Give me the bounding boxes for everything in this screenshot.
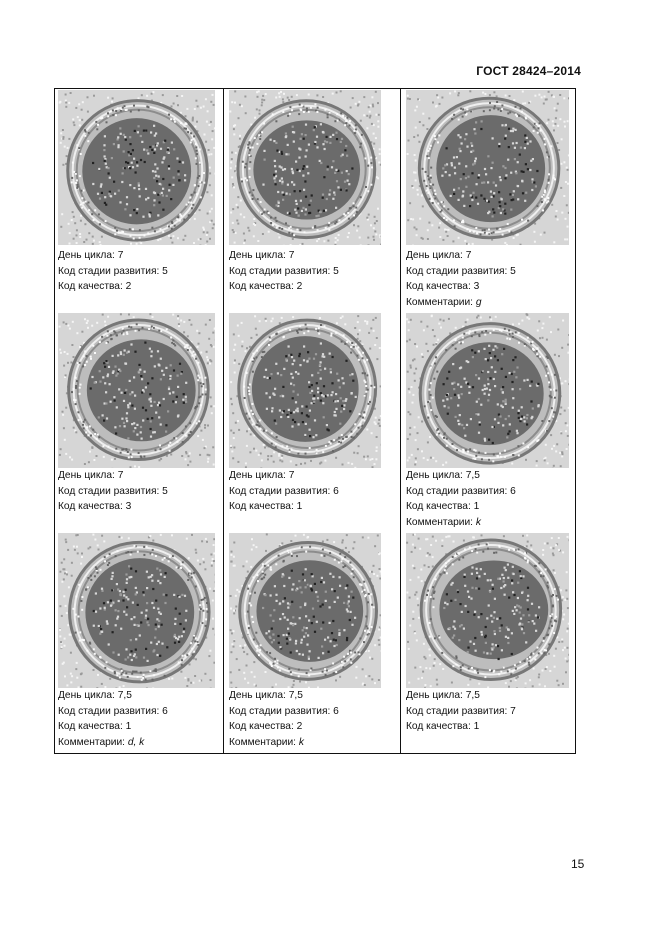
cycle-day-label: День цикла: [58, 250, 118, 261]
quality-code [229, 499, 339, 515]
quality-code [406, 279, 516, 295]
quality-code-label: Код качества: [58, 721, 126, 733]
quality-code-value: 1 [473, 721, 480, 733]
stage-code-label: Код стадии развития: [58, 485, 163, 497]
cycle-day-value: 7 [288, 470, 295, 481]
embryo-photo [406, 90, 569, 245]
quality-code-value: 2 [125, 281, 132, 293]
embryo-caption [406, 688, 516, 735]
cycle-day-label: День цикла: [58, 470, 118, 481]
quality-code [58, 499, 168, 515]
quality-code-label: Код качества: [406, 501, 474, 513]
cycle-day-value: 7,5 [117, 690, 132, 701]
quality-code-value: 1 [296, 501, 303, 513]
stage-code-value: 6 [510, 485, 516, 497]
comment-label: Комментарии: [406, 296, 476, 308]
comment [406, 515, 516, 531]
embryo-caption [229, 248, 339, 295]
embryo-caption [58, 688, 168, 750]
embryo-photo [229, 313, 381, 468]
quality-code [406, 499, 516, 515]
comment-label: Комментарии: [229, 736, 299, 748]
quality-code-label: Код качества: [406, 721, 474, 733]
quality-code-label: Код качества: [229, 281, 297, 293]
cycle-day-label: День цикла: [229, 250, 289, 261]
cycle-day [406, 248, 516, 264]
cycle-day-value: 7 [288, 250, 295, 261]
comment [406, 295, 516, 311]
quality-code-label: Код качества: [229, 501, 297, 513]
stage-code [229, 264, 339, 280]
quality-code-label: Код качества: [58, 281, 126, 293]
comment-value: g [475, 296, 482, 308]
quality-code [58, 279, 168, 295]
quality-code-value: 3 [125, 501, 132, 513]
cycle-day [229, 248, 339, 264]
cycle-day-label: День цикла: [229, 690, 289, 701]
quality-code-value: 1 [473, 501, 480, 513]
cycle-day-label: День цикла: [58, 690, 118, 701]
quality-code-value: 2 [296, 721, 303, 733]
page-number: 15 [571, 857, 585, 871]
quality-code-label: Код качества: [229, 721, 297, 733]
embryo-photo [58, 90, 215, 245]
cycle-day [58, 248, 168, 264]
comment [58, 735, 168, 751]
cycle-day [229, 688, 339, 704]
cycle-day [58, 688, 168, 704]
comment-value: k [475, 516, 481, 528]
stage-code-value: 5 [333, 265, 339, 277]
comment-value: d, k [127, 736, 145, 748]
cycle-day [229, 468, 339, 484]
cycle-day-value: 7,5 [288, 690, 303, 701]
stage-code-label: Код стадии развития: [406, 265, 511, 277]
stage-code-label: Код стадии развития: [406, 485, 511, 497]
cycle-day [58, 468, 168, 484]
quality-code-label: Код качества: [58, 501, 126, 513]
cycle-day-value: 7,5 [465, 690, 480, 701]
embryo-caption [406, 248, 516, 310]
stage-code-label: Код стадии развития: [58, 265, 163, 277]
quality-code [406, 719, 516, 735]
cycle-day-label: День цикла: [406, 250, 466, 261]
embryo-photo [406, 533, 569, 688]
column-divider [400, 89, 401, 753]
quality-code-value: 2 [296, 281, 303, 293]
quality-code-label: Код качества: [406, 281, 474, 293]
quality-code [229, 719, 339, 735]
stage-code-label: Код стадии развития: [229, 265, 334, 277]
cycle-day-label: День цикла: [406, 470, 466, 481]
embryo-photo [406, 313, 569, 468]
cycle-day-label: День цикла: [229, 470, 289, 481]
stage-code-value: 5 [162, 485, 168, 497]
stage-code-value: 7 [510, 705, 516, 717]
stage-code [58, 484, 168, 500]
comment-value: k [298, 736, 304, 748]
comment [229, 735, 339, 751]
embryo-caption [58, 248, 168, 295]
embryo-photo [58, 313, 215, 468]
embryo-photo [229, 533, 381, 688]
quality-code-value: 1 [125, 721, 132, 733]
stage-code [58, 704, 168, 720]
comment-label: Комментарии: [406, 516, 476, 528]
stage-code [406, 484, 516, 500]
stage-code-value: 5 [510, 265, 516, 277]
quality-code [58, 719, 168, 735]
stage-code [229, 484, 339, 500]
cycle-day-label: День цикла: [406, 690, 466, 701]
quality-code-value: 3 [473, 281, 480, 293]
column-divider [223, 89, 224, 753]
stage-code [406, 264, 516, 280]
embryo-caption [58, 468, 168, 515]
stage-code [58, 264, 168, 280]
stage-code-label: Код стадии развития: [229, 705, 334, 717]
cycle-day-value: 7 [117, 470, 124, 481]
cycle-day-value: 7 [117, 250, 124, 261]
embryo-photo [58, 533, 215, 688]
stage-code [229, 704, 339, 720]
comment-label: Комментарии: [58, 736, 128, 748]
stage-code [406, 704, 516, 720]
stage-code-value: 6 [333, 485, 339, 497]
document-id: ГОСТ 28424–2014 [476, 64, 581, 78]
cycle-day-value: 7 [465, 250, 472, 261]
stage-code-value: 6 [162, 705, 168, 717]
stage-code-label: Код стадии развития: [229, 485, 334, 497]
stage-code-label: Код стадии развития: [406, 705, 511, 717]
stage-code-label: Код стадии развития: [58, 705, 163, 717]
quality-code [229, 279, 339, 295]
stage-code-value: 5 [162, 265, 168, 277]
cycle-day [406, 688, 516, 704]
embryo-caption [229, 688, 339, 750]
cycle-day [406, 468, 516, 484]
embryo-photo [229, 90, 381, 245]
embryo-caption [406, 468, 516, 530]
cycle-day-value: 7,5 [465, 470, 480, 481]
embryo-caption [229, 468, 339, 515]
stage-code-value: 6 [333, 705, 339, 717]
